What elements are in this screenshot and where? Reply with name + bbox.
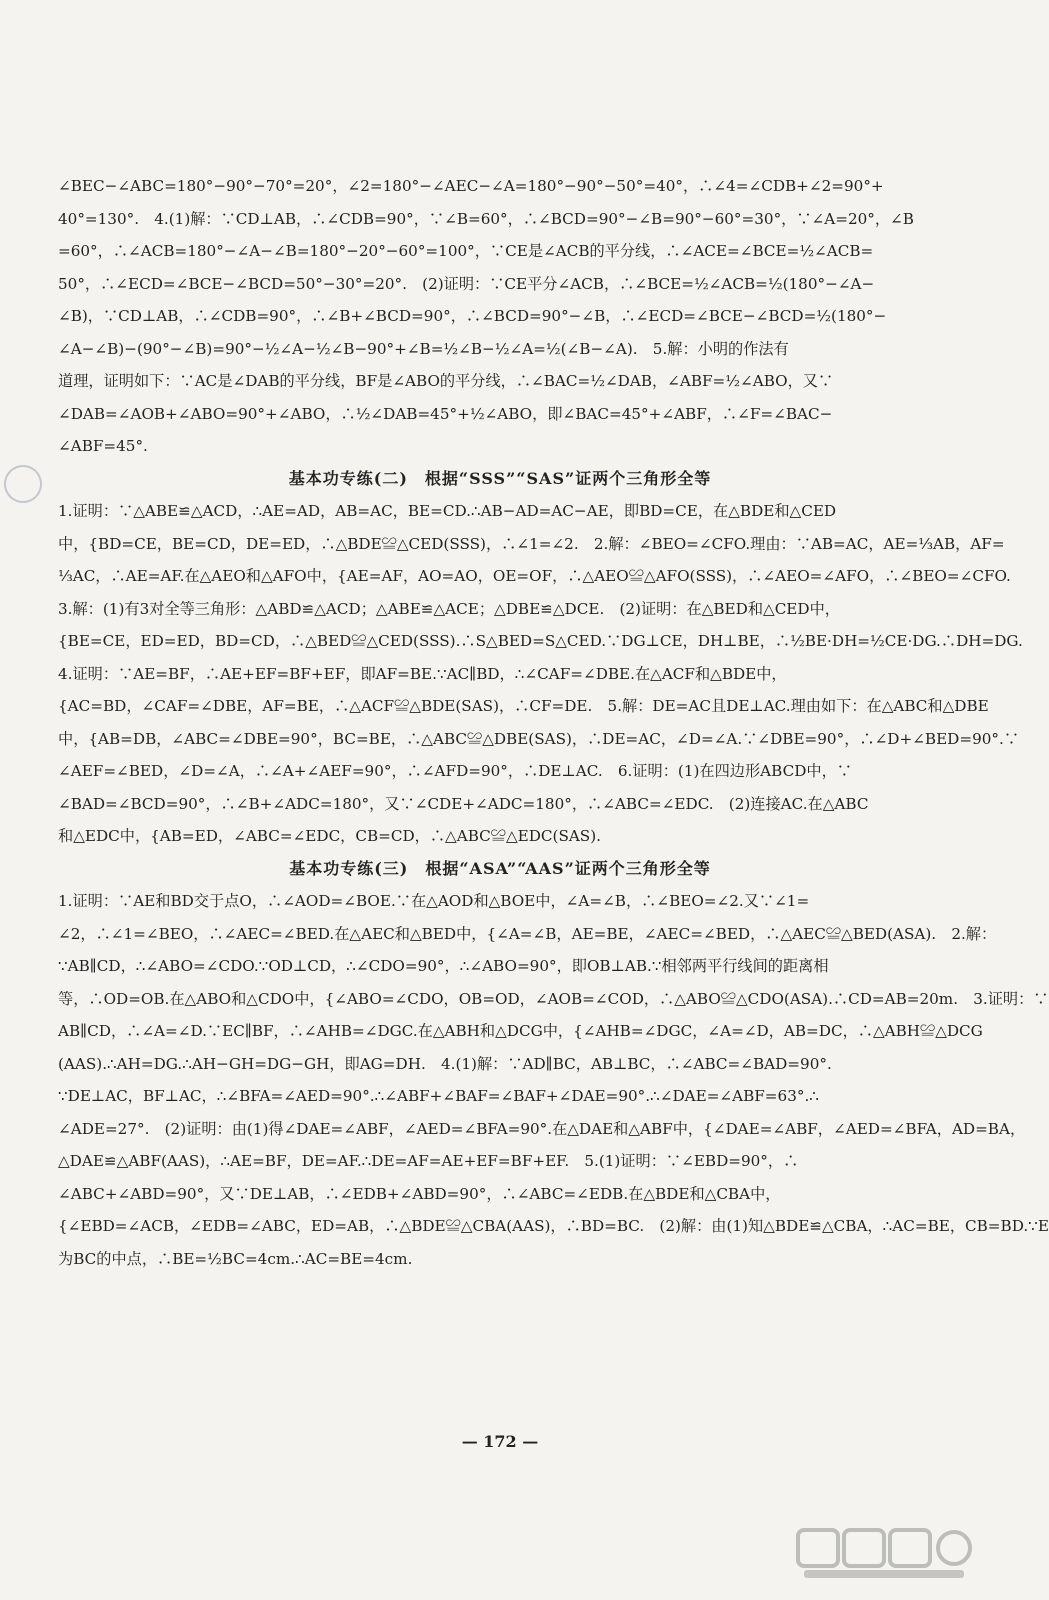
text-line: {∠EBD=∠ACB，∠EDB=∠ABC，ED=AB，∴△BDE≌△CBA(AAS)，∴BD=BC. (2)解：由(1)知△BDE≌△CBA，∴AC=BE，CB=BD.∵E	[58, 1217, 1049, 1235]
text-line: 道理，证明如下：∵AC是∠DAB的平分线，BF是∠ABO的平分线，∴∠BAC=½∠DAB，∠ABF=½∠ABO，又∵	[58, 372, 834, 390]
text-line: 1.证明：∵△ABE≌△ACD，∴AE=AD，AB=AC，BE=CD.∴AB−AD=AC−AE，即BD=CE，在△BDE和△CED	[58, 502, 837, 520]
text-line: AB∥CD，∴∠A=∠D.∵EC∥BF，∴∠AHB=∠DGC.在△ABH和△DCG中，{∠AHB=∠DGC，∠A=∠D，AB=DC，∴△ABH≌△DCG	[58, 1022, 983, 1040]
text-line: 50°，∴∠ECD=∠BCE−∠BCD=50°−30°=20°. (2)证明：∵CE平分∠ACB，∴∠BCE=½∠ACB=½(180°−∠A−	[58, 274, 875, 293]
text-line: ∵AB∥CD，∴∠ABO=∠CDO.∵OD⊥CD，∴∠CDO=90°，∴∠ABO=90°，即OB⊥AB.∵相邻两平行线间的距离相	[58, 957, 829, 975]
section-heading: 基本功专练(三) 根据“ASA”“AAS”证两个三角形全等	[289, 858, 711, 878]
text-line: ∠B)，∵CD⊥AB，∴∠CDB=90°，∴∠B+∠BCD=90°，∴∠BCD=90°−∠B，∴∠ECD=∠BCE−∠BCD=½(180°−	[58, 307, 887, 325]
text-line: ∠ABC+∠ABD=90°，又∵DE⊥AB，∴∠EDB+∠ABD=90°，∴∠ABC=∠EDB.在△BDE和△CBA中，	[58, 1184, 781, 1203]
section-heading: 基本功专练(二) 根据“SSS”“SAS”证两个三角形全等	[288, 468, 712, 488]
text-line: ⅓AC，∴AE=AF.在△AEO和△AFO中，{AE=AF，AO=AO，OE=OF，∴△AEO≌△AFO(SSS)，∴∠AEO=∠AFO，∴∠BEO=∠CFO.	[58, 567, 1011, 585]
text-line: ∵DE⊥AC，BF⊥AC，∴∠BFA=∠AED=90°.∴∠ABF+∠BAF=∠BAF+∠DAE=90°.∴∠DAE=∠ABF=63°.∴	[58, 1087, 819, 1105]
text-line: ∠2，∴∠1=∠BEO，∴∠AEC=∠BED.在△AEC和△BED中，{∠A=∠B，AE=BE，∠AEC=∠BED，∴△AEC≌△BED(ASA). 2.解：	[58, 924, 997, 943]
text-line: ∠ADE=27°. (2)证明：由(1)得∠DAE=∠ABF，∠AED=∠BFA=90°.在△DAE和△ABF中，{∠DAE=∠ABF，∠AED=∠BFA，AD=BA，	[58, 1119, 1026, 1138]
text-line: {BE=CE，ED=ED，BD=CD，∴△BED≌△CED(SSS).∴S△BED=S△CED.∵DG⊥CE，DH⊥BE，∴½BE·DH=½CE·DG.∴DH=DG.	[58, 632, 1023, 650]
text-line: △DAE≌△ABF(AAS)，∴AE=BF，DE=AF.∴DE=AF=AE+EF=BF+EF. 5.(1)证明：∵∠EBD=90°，∴	[58, 1152, 799, 1170]
text-line: ∠BAD=∠BCD=90°，∴∠B+∠ADC=180°，又∵∠CDE+∠ADC=180°，∴∠ABC=∠EDC. (2)连接AC.在△ABC	[58, 794, 869, 813]
text-line: 中，{BD=CE，BE=CD，DE=ED，∴△BDE≌△CED(SSS)，∴∠1=∠2. 2.解：∠BEO=∠CFO.理由：∵AB=AC，AE=⅓AB，AF=	[58, 534, 1005, 553]
text-line: =60°，∴∠ACB=180°−∠A−∠B=180°−20°−60°=100°，∵CE是∠ACB的平分线，∴∠ACE=∠BCE=½∠ACB=	[58, 242, 874, 260]
text-line: {AC=BD，∠CAF=∠DBE，AF=BE，∴△ACF≌△BDE(SAS)，∴CF=DE. 5.解：DE=AC且DE⊥AC.理由如下：在△ABC和△DBE	[58, 697, 989, 715]
text-line: 为BC的中点，∴BE=½BC=4cm.∴AC=BE=4cm.	[58, 1249, 413, 1268]
text-line: ∠AEF=∠BED，∠D=∠A，∴∠A+∠AEF=90°，∴∠AFD=90°，∴DE⊥AC. 6.证明：(1)在四边形ABCD中，∵	[58, 762, 852, 780]
text-line: 1.证明：∵AE和BD交于点O，∴∠AOD=∠BOE.∵在△AOD和△BOE中，∠A=∠B，∴∠BEO=∠2.又∵∠1=	[58, 892, 810, 910]
stamp-mark	[0, 459, 48, 509]
answer-page-content	[58, 170, 1049, 1275]
text-line: 中，{AB=DB，∠ABC=∠DBE=90°，BC=BE，∴△ABC≌△DBE(SAS)，∴DE=AC，∠D=∠A.∵∠DBE=90°，∴∠D+∠BED=90°.∵	[58, 729, 1020, 748]
text-line: ∠A−∠B)−(90°−∠B)=90°−½∠A−½∠B−90°+∠B=½∠B−½∠A=½(∠B−∠A). 5.解：小明的作法有	[58, 339, 789, 358]
text-line: ∠BEC−∠ABC=180°−90°−70°=20°，∠2=180°−∠AEC−∠A=180°−90°−50°=40°，∴∠4=∠CDB+∠2=90°+	[58, 177, 884, 195]
text-line: 4.证明：∵AE=BF，∴AE+EF=BF+EF，即AF=BE.∵AC∥BD，∴∠CAF=∠DBE.在△ACF和△BDE中，	[58, 664, 787, 683]
text-line: (AAS).∴AH=DG.∴AH−GH=DG−GH，即AG=DH. 4.(1)解：∵AD∥BC，AB⊥BC，∴∠ABC=∠BAD=90°.	[58, 1054, 832, 1073]
text-line: ∠ABF=45°.	[58, 437, 148, 455]
watermark-logo-icon	[794, 1524, 974, 1582]
text-line: ∠DAB=∠AOB+∠ABO=90°+∠ABO，∴½∠DAB=45°+½∠ABO，即∠BAC=45°+∠ABF，∴∠F=∠BAC−	[58, 404, 833, 423]
text-line: 和△EDC中，{AB=ED，∠ABC=∠EDC，CB=CD，∴△ABC≌△EDC(SAS).	[58, 827, 601, 845]
text-line: 等，∴OD=OB.在△ABO和△CDO中，{∠ABO=∠CDO，OB=OD，∠AOB=∠COD，∴△ABO≌△CDO(ASA).∴CD=AB=20m. 3.证明：∵	[58, 989, 1049, 1008]
text-line: 3.解：(1)有3对全等三角形：△ABD≌△ACD；△ABE≌△ACE；△DBE≌△DCE. (2)证明：在△BED和△CED中，	[58, 599, 840, 618]
text-line: 40°=130°. 4.(1)解：∵CD⊥AB，∴∠CDB=90°，∵∠B=60°，∴∠BCD=90°−∠B=90°−60°=30°，∵∠A=20°，∠B	[58, 209, 914, 228]
page-number: — 172 —	[461, 1432, 539, 1451]
